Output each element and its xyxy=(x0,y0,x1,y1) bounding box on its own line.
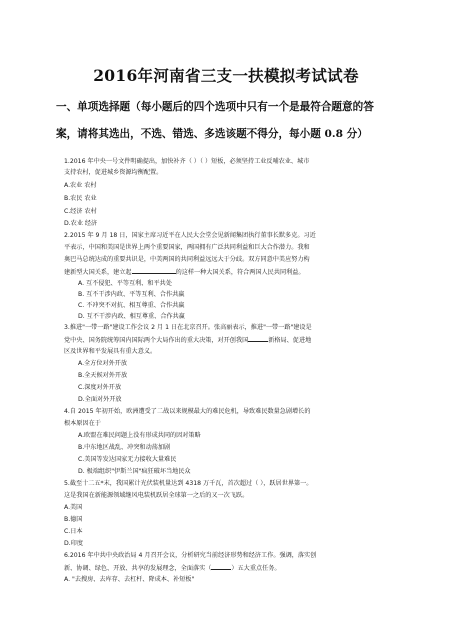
q2-stem-line-4-start: 建新型大国关系，建立起 xyxy=(64,269,132,276)
q2-stem-line-1: 2.2015 年 9 月 18 日，国家主席习近平在人民大会堂会见新闻集团执行董事长默多克。习近 xyxy=(64,232,316,239)
q6-stem-line-2-end: ）五大重点任务。 xyxy=(231,565,281,572)
q2-stem-line-4 xyxy=(64,267,305,277)
q4-stem-line-1: 4.自 2015 年初开始，欧洲遭受了二战以来规模最大的难民危机，导致难民数量急剧增长的 xyxy=(64,408,311,415)
q3-option-a: A.全方位对外开放 xyxy=(78,360,128,367)
q1-option-c: C.经济 农村 xyxy=(64,208,97,215)
q5-option-b: B.德国 xyxy=(64,516,83,523)
answer-blank xyxy=(248,335,268,342)
section-heading-line-2: 案，请将其选出，不选、错选、多选该题不得分，每小题 0.8 分） xyxy=(56,128,368,140)
q6-stem-line-1: 6.2016 年中共中央政治局 4 月召开会议，分析研究当前经济形势和经济工作。强调，落实创 xyxy=(64,552,317,559)
q4-option-b: B.中东地区战乱、冲突和动荡加剧 xyxy=(78,444,171,451)
q5-option-d: D.印度 xyxy=(64,540,83,547)
q3-stem-line-2-start: 党中央、国务院统筹国内国际两个大局作出的重大决策，对开创我国 xyxy=(64,337,249,344)
q2-option-c: C. 不冲突不对抗、相互尊重、合作共赢 xyxy=(78,302,185,309)
q3-stem-line-2-end: 新格局、促进地 xyxy=(268,337,312,344)
page-title: 2016年河南省三支一扶模拟考试试卷 xyxy=(93,66,359,85)
q1-option-a: A.农业 农村 xyxy=(64,182,97,189)
q3-option-b: B.全天候对外开放 xyxy=(78,372,128,379)
q4-option-d: D. 极端组织"伊斯兰国"疯狂破坏当地民众 xyxy=(78,468,191,475)
answer-blank xyxy=(211,563,231,570)
section-heading-line-1: 一、单项选择题（每小题后的四个选项中只有一个是最符合题意的答 xyxy=(56,101,374,113)
q3-stem-line-1: 3.推进"一带一路"建设工作会议 2 月 1 日在北京召开。张高丽表示，推进"一带一路"建设是 xyxy=(64,324,312,331)
q5-stem-line-1: 5.截至十二五*末，我国累计光伏装机量达到 4318 万千瓦，首次超过（ ），跃居世界第一。 xyxy=(64,480,313,487)
q6-option-a: A. "去搜房、去库存、去杠杆、降成本、补短板" xyxy=(64,576,195,583)
q2-option-d: D. 互不干涉内政、相互尊重、合作共赢 xyxy=(78,313,185,320)
q2-stem-line-4-end: 的这样一种大国关系，符合两国人民共同利益。 xyxy=(175,269,305,276)
q3-option-d: D.全面对外开放 xyxy=(78,396,122,403)
section-heading xyxy=(56,94,406,148)
q3-option-c: C.深度对外开放 xyxy=(78,384,122,391)
q2-option-b: B. 互不干涉内政、平等互利、合作共赢 xyxy=(78,291,185,298)
q1-option-d: D.农业 经济 xyxy=(64,220,98,227)
q6-stem-line-2 xyxy=(64,563,281,573)
q6-stem-line-2-start: 新、协调、绿色、开放、共享的发展理念，全面落实（ xyxy=(64,565,212,572)
q4-option-c: C.美国等发达国家无力接收大量难民 xyxy=(78,456,177,463)
q1-stem-line-2: 支持农村，促进城乡资源均衡配置。 xyxy=(64,169,163,176)
q3-stem-line-2 xyxy=(64,335,311,345)
q5-stem-line-2: 这是我国在新能源领域继风电装机跃居全球第一之后的又一次飞跃。 xyxy=(64,492,249,499)
q4-stem-line-2: 根本原因在于 xyxy=(64,420,101,427)
q2-option-a: A. 互不侵犯、平等互利、和平共处 xyxy=(78,280,172,287)
q5-option-a: A.美国 xyxy=(64,504,83,511)
q2-stem-line-3: 奥巴马总统达成的重要共识是，中美两国的共同利益远远大于分歧。双方同意中美应努力构 xyxy=(64,256,310,263)
q1-stem-line-1: 1.2016 年中央一号文件明确提出，加快补齐（ ）（ ）短板，必须坚持工业反哺农业、城市 xyxy=(64,158,310,165)
q1-option-b: B.农民 农业 xyxy=(64,195,97,202)
q3-stem-line-3: 区及世界和平发展具有重大意义。 xyxy=(64,348,157,355)
q5-option-c: C.日本 xyxy=(64,528,83,535)
answer-blank xyxy=(132,267,176,274)
q4-option-a: A.欧盟在难民问题上没有形成共同的因对策略 xyxy=(78,432,201,439)
q2-stem-line-2: 平表示，中国和美国是世界上两个重要国家，两国拥有广泛共同利益和巨大合作潜力。我和 xyxy=(64,244,310,251)
